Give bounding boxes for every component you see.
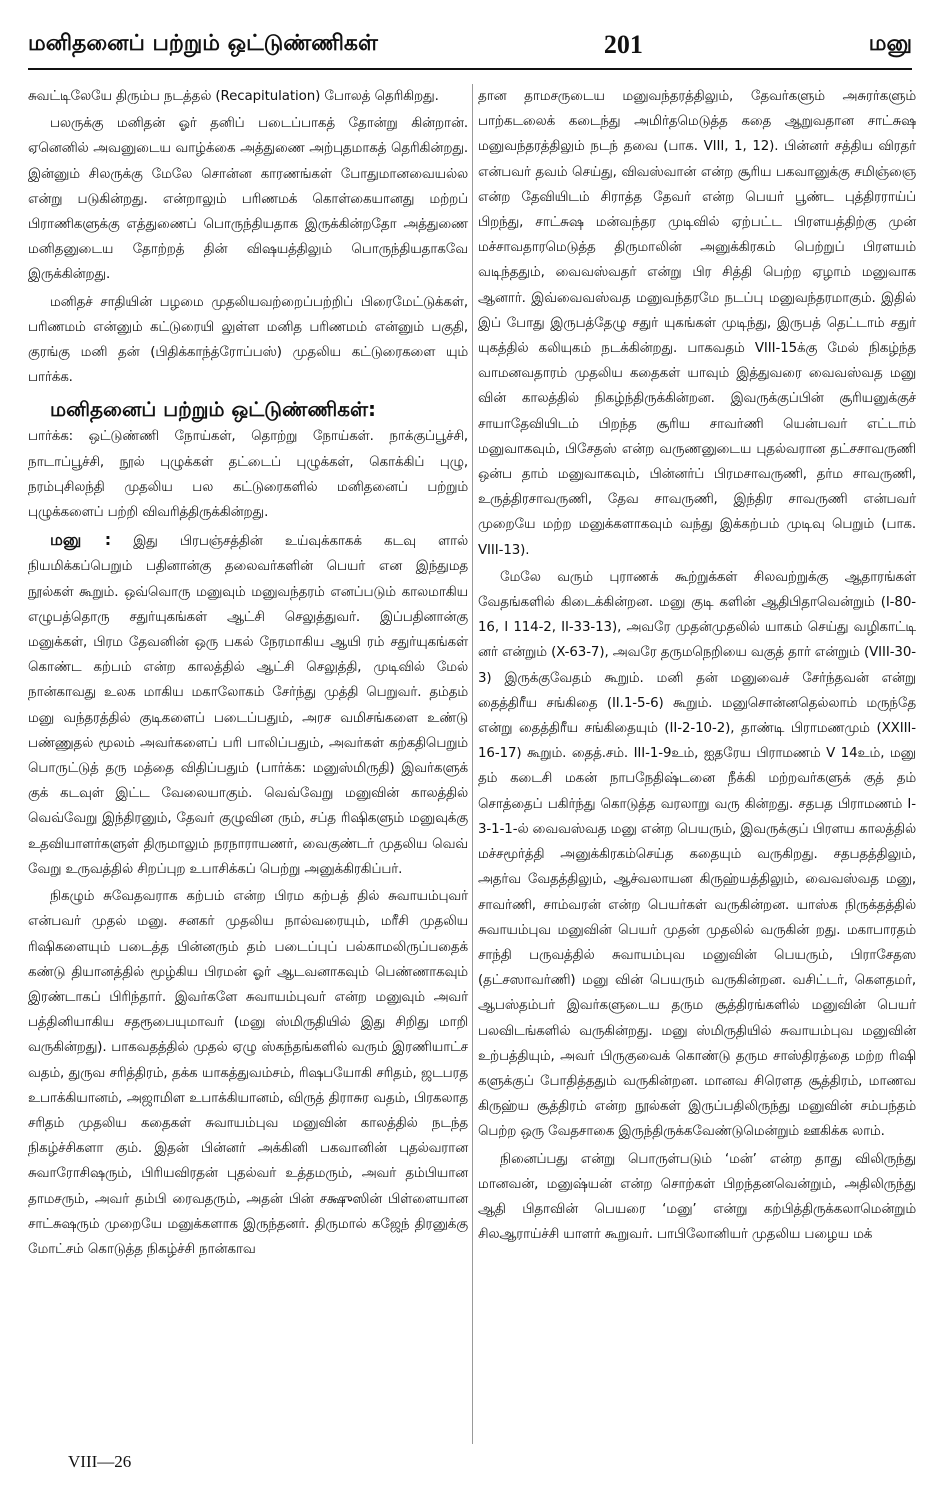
- paragraph: பார்க்க: ஒட்டுண்ணி நோய்கள், தொற்று நோய்கள். நாக்குப்பூச்சி, நாடாப்பூச்சி, நூல் புழுக்கள் தட்டைப் புழுக்கள், கொக்கிப் புழு, நரம்புசிலந்தி முதலிய பல கட்டுரைகளில் மனிதனைப் பற்றும் புழுக்களைப் பற்றி விவரித்திருக்கின்றது.: [28, 429, 468, 521]
- running-header: [28, 22, 912, 70]
- signature-mark: VIII—26: [68, 1452, 132, 1471]
- running-title-left: மனிதனைப் பற்றும் ஒட்டுண்ணிகள்: [28, 31, 378, 56]
- paragraph: நிகழும் சுவேதவராக கற்பம் என்ற பிரம கற்பத் தில் சுவாயம்புவர் என்பவர் முதல் மனு. சனகர் முதலிய நால்வரையும், மரீசி முதலிய ரிஷிகளையும் படைத்த பின்னரும் தம் படைப்புப் பல்காமலிருப்பதைக் கண்டு தியானத்தில் மூழ்கிய பிரமன் ஓர் ஆடவனாகவும் பெண்ணாகவும் இரண்டாகப் பிரிந்தார். இவர்களே சுவாயம்புவர் என்ற மனுவும் அவர் பத்தினியாகிய சதரூபையுமாவர் (மனு ஸ்மிருதியில் இது சிறிது மாறி வருகின்றது). பாகவதத்தில் முதல் ஏழு ஸ்கந்தங்களில் வரும் இரணியாட்ச வதம், துருவ சரித்திரம், தக்க யாகத்துவம்சம், ரிஷபயோகி சரிதம், ஜடபரத உபாக்கியானம், அஜாமிள உபாக்கியானம், விருத் திராசுர வதம், பிரகலாத சரிதம் முதலிய கதைகள் சுவாயம்புவ மனுவின் காலத்தில் நடந்த நிகழ்ச்சிகளா கும். இதன் பின்னர் அக்கினி பகவானின் புதல்வரான சுவாரோசிஷரும், பிரியவிரதன் புதல்வர் உத்தமரும், அவர் தம்பியான தாமசரும், அவர் தம்பி ரைவதரும், அதன் பின் சக்ஷுஸின் பிள்ளையான சாட்சுஷரும் முறையே மனுக்களாக இருந்தனர். திருமால் கஜேந் திரனுக்கு மோட்சம் கொடுத்த நிகழ்ச்சி நான்காவ: [28, 889, 468, 1257]
- left-column: [28, 84, 468, 1264]
- paragraph: [28, 527, 468, 882]
- paragraph: மேலே வரும் புராணக் கூற்றுக்கள் சிலவற்றுக்கு ஆதாரங்கள் வேதங்களில் கிடைக்கின்றன. மனு குடி களின் ஆதிபிதாவென்றும் (I-80-16, I 114-2, II-33-13), அவரே முதன்முதலில் யாகம் செய்து வழிகாட்டி னர் என்றும் (X-63-7), அவரே தருமநெறியை வகுத் தார் என்றும் (VIII-30-3) இருக்குவேதம் கூறும். மனி தன் மனுவைச் சேர்ந்தவன் என்று தைத்திரீய சங்கிதை (II.1-5-6) கூறும். மனுசொன்னதெல்லாம் மருந்தே என்று தைத்திரீய சங்கிதையும் (II-2-10-2), தாண்டி பிராமணமும் (XXIII-16-17) கூறும். தைத்.சம். III-1-9உம், ஐதரேய பிராமணம் V 14உம், மனு தம் கடைசி மகன் நாபநேதிஷ்டனை நீக்கி மற்றவர்களுக் குத் தம் சொத்தைப் பகிர்ந்து கொடுத்த வரலாறு வரு கின்றது. சதபத பிராமணம் I-3-1-1-ல் வைவஸ்வத மனு என்ற பெயரும், இவருக்குப் பிரளய காலத்தில் மச்சமூர்த்தி அனுக்கிரகம்செய்த கதையும் வருகிறது. சதபதத்திலும், அதர்வ வேதத்திலும், ஆச்வலாயன கிருஹ்யத்திலும், வைவஸ்வத மனு, சாவர்ணி, சாம்வரன் என்ற பெயர்கள் வருகின்றன. யாஸ்க நிருக்தத்தில் சுவாயம்புவ மனுவின் பெயர் முதன் முதலில் வருகின் றது. மகாபாரதம் சாந்தி பருவத்தில் சுவாயம்புவ மனுவின் பெயரும், பிராசேதஸ (தட்சஸாவர்ணி) மனு வின் பெயரும் வருகின்றன. வசிட்டர், கௌதமர், ஆபஸ்தம்பர் இவர்களுடைய தரும சூத்திரங்களில் மனுவின் பெயர் பலவிடங்களில் வருகின்றது. மனு ஸ்மிருதியில் சுவாயம்புவ மனுவின் உற்பத்தியும், அவர் பிருகுவைக் கொண்டு தரும சாஸ்திரத்தை மற்ற ரிஷி களுக்குப் போதித்ததும் வருகின்றன. மானவ சிரௌத சூத்திரம், மாணவ கிருஹ்ய சூத்திரம் என்ற நூல்கள் இருப்பதிலிருந்து மனுவின் சம்பந்தம் பெற்ற ஒரு வேதசாகை இருந்திருக்கவேண்டுமென்றும் ஊகிக்க லாம்.: [478, 569, 916, 1140]
- running-title-right: மனு: [868, 31, 912, 56]
- paragraph: நினைப்பது என்று பொருள்படும் ‘மன்’ என்ற தாது விலிருந்து மானவன், மனுஷ்யன் என்ற சொற்கள் பிறந்தனவென்றும், அதிலிருந்து ஆதி பிதாவின் பெயரை ‘மனு’ என்று கற்பித்திருக்கலாமென்றும் சிலஆராய்ச்சி யாளர் கூறுவர். பாபிலோனியர் முதலிய பழைய மக்: [478, 1151, 916, 1243]
- page-number: 201: [603, 30, 643, 59]
- paragraph: சுவட்டிலேயே திரும்ப நடத்தல் (Recapitulation) போலத் தெரிகிறது.: [28, 89, 439, 104]
- paragraph: பலருக்கு மனிதன் ஓர் தனிப் படைப்பாகத் தோன்று கின்றான். ஏனெனில் அவனுடைய வாழ்க்கை அத்துணை அற்புதமாகத் தெரிகின்றது. இன்னும் சிலருக்கு மேலே சொன்ன காரணங்கள் போதுமானவையல்ல என்று படுகின்றது. என்றாலும் பரிணமக் கொள்கையானது மற்றப் பிராணிகளுக்கு எத்துணைப் பொருந்தியதாக இருக்கின்றதோ அத்துணை மனிதனுடைய தோற்றத் தின் விஷயத்திலும் பொருந்தியதாகவே இருக்கின்றது.: [28, 116, 468, 283]
- entry-text: இது பிரபஞ்சத்தின் உய்வுக்காகக் கடவு ளால் நியமிக்கப்பெறும் பதினான்கு தலைவர்களின் பெயர் என இந்துமத நூல்கள் கூறும். ஒவ்வொரு மனுவும் மனுவந்தரம் எனப்படும் காலமாகிய எழுபத்தொரு சதுர்யுகங்கள் ஆட்சி செலுத்துவர். இப்பதினான்கு மனுக்கள், பிரம தேவனின் ஒரு பகல் நேரமாகிய ஆயி ரம் சதுர்யுகங்கள் கொண்ட கற்பம் என்ற காலத்தில் ஆட்சி செலுத்தி, முடிவில் மேல் நான்காவது உலக மாகிய மகாலோகம் சேர்ந்து முத்தி பெறுவர். தம்தம் மனு வந்தரத்தில் குடிகளைப் படைப்பதும், அரச வமிசங்களை உண்டு பண்ணுதல் மூலம் அவர்களைப் பரி பாலிப்பதும், அவர்கள் கற்கதிபெறும் பொருட்டுத் தரு மத்தை விதிப்பதும் (பார்க்க: மனுஸ்மிருதி) இவர்களுக் குக் கடவுள் இட்ட வேலையாகும். வெவ்வேறு மனுவின் காலத்தில் வெவ்வேறு இந்திரனும், தேவர் குழுவின ரும், சப்த ரிஷிகளும் மனுவுக்கு உதவியாளர்களுள் திருமாலும் நரநாராயணர், வைகுண்டர் முதலிய வெவ் வேறு உருவத்தில் சிறப்புற உபாசிக்கப் பெற்று அனுக்கிரகிப்பர்.: [28, 534, 468, 877]
- right-column: [478, 84, 916, 1249]
- entry-lead-word: மனு :: [50, 530, 112, 550]
- paragraph: தான தாமசருடைய மனுவந்தரத்திலும், தேவர்களும் அசுரர்களும் பாற்கடலைக் கடைந்து அமிர்தமெடுத்த கதை ஆறுவதான சாட்சுஷ மனுவந்தரத்திலும் நடந் தவை (பாக. VIII, 1, 12). பின்னர் சத்திய விரதர் என்பவர் தவம் செய்து, விவஸ்வான் என்ற சூரிய பகவானுக்கு சமிஞ்ஞை என்ற தேவியிடம் சிராத்த தேவர் என்ற பெயர் பூண்ட புத்திரராய்ப் பிறந்து, சாட்சுஷ மன்வந்தர முடிவில் ஏற்பட்ட பிரளயத்திற்கு முன் மச்சாவதாரமெடுத்த திருமாலின் அனுக்கிரகம் பெற்றுப் பிரளயம் வடிந்ததும், வைவஸ்வதர் என்று பிர சித்தி பெற்ற ஏழாம் மனுவாக ஆனார். இவ்வைவஸ்வத மனுவந்தரமே நடப்பு மனுவந்தரமாகும். இதில் இப் போது இருபத்தேழு சதுர் யுகங்கள் முடிந்து, இருபத் தெட்டாம் சதுர் யுகத்தில் கலியுகம் நடக்கின்றது. பாகவதம் VIII-15க்கு மேல் நிகழ்ந்த வாமனவதாரம் முதலிய கதைகள் யாவும் இத்துவரை வைவஸ்வத மனு வின் காலத்தில் நிகழ்ந்திருக்கின்றன. இவருக்குப்பின் சூரியனுக்குச் சாயாதேவியிடம் பிறந்த சூரிய சாவர்ணி யென்பவர் எட்டாம் மனுவாகவும், பிசேதஸ் என்ற வருணனுடைய புதல்வரான தட்சசாவருணி ஒன்ப தாம் மனுவாகவும், பின்னர்ப் பிரமசாவருணி, தர்ம சாவருணி, உருத்திரசாவருணி, தேவ சாவருணி, இந்திர சாவருணி என்பவர் முறையே மற்ற மனுக்களாகவும் வந்து இக்கற்பம் முடிவு பெறும் (பாக. VIII-13).: [478, 89, 916, 558]
- paragraph: மனிதச் சாதியின் பழமை முதலியவற்றைப்பற்றிப் பிரைமேட்டுக்கள், பரிணமம் என்னும் கட்டுரையி லுள்ள மனித பரிணமம் என்னும் பகுதி, குரங்கு மனி தன் (பிதிக்காந்த்ரோப்பஸ்) முதலிய கட்டுரைகளை யும் பார்க்க.: [28, 294, 468, 386]
- column-divider: [472, 84, 473, 1444]
- entry-heading: மனிதனைப் பற்றும் ஒட்டுண்ணிகள்:: [50, 397, 377, 422]
